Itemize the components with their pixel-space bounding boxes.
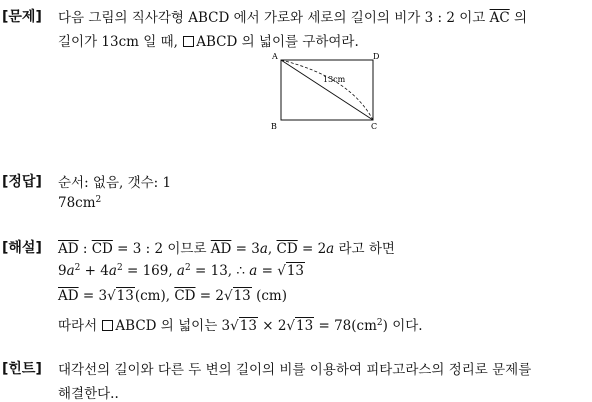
math-text: = 78(cm <box>314 318 377 334</box>
segment-ad: $\overline{AD}$ <box>58 241 79 257</box>
answer-exponent: 2 <box>95 195 102 205</box>
math-text: = 3 <box>78 288 108 304</box>
sqrt-icon: √ <box>230 318 239 334</box>
math-text: 9 <box>58 263 67 279</box>
variable-a: a <box>259 241 268 257</box>
variable-a: a <box>108 263 117 279</box>
variable-a: a <box>66 263 75 279</box>
segment-cd: $\overline{CD}$ <box>276 241 298 257</box>
math-text: = 3 : 2 이므로 <box>112 241 211 257</box>
radicand: 13 <box>239 318 257 334</box>
segment-ac: $\overline{AC}$ <box>489 10 510 26</box>
segment-cd: $\overline{CD}$ <box>91 241 113 257</box>
problem-text: 다음 그림의 직사각형 ABCD 에서 가로와 세로의 길이의 비가 3 : 2 이고 <box>58 10 490 26</box>
exponent: 2 <box>74 263 81 273</box>
sqrt-icon: √ <box>107 288 116 304</box>
explanation-line-4 <box>58 314 423 334</box>
radicand: 13 <box>233 288 251 304</box>
math-text: : <box>78 241 92 257</box>
segment-ad: $\overline{AD}$ <box>210 241 232 257</box>
math-text: , <box>267 241 277 257</box>
math-text: = 2 <box>195 288 224 304</box>
problem-line-1 <box>58 6 527 26</box>
segment-cd: $\overline{CD}$ <box>174 288 196 304</box>
math-text: 따라서 <box>58 318 102 334</box>
exponent: 2 <box>184 263 191 273</box>
math-text: = 169, <box>122 263 177 279</box>
answer-line-2 <box>58 195 101 211</box>
segment-ad: $\overline{AD}$ <box>58 288 79 304</box>
label-a: A <box>272 52 278 61</box>
math-text: ) 이다. <box>382 318 423 334</box>
math-text: ABCD 의 넓이는 3 <box>115 318 231 334</box>
explanation-line-2 <box>58 263 305 279</box>
hint-line-1: 대각선의 길이와 다른 두 변의 길이의 비를 이용하여 피타고라스의 정리로 문제를 <box>58 362 532 378</box>
math-text: (cm) <box>251 288 287 304</box>
answer-value: 78cm <box>58 195 96 211</box>
math-text: = <box>257 263 278 279</box>
rectangle-symbol-icon <box>102 320 113 331</box>
problem-line-2 <box>58 30 359 50</box>
answer-tag: [정답] <box>2 174 42 190</box>
problem-tag: [문제] <box>2 9 42 25</box>
exponent: 2 <box>376 318 383 328</box>
variable-a: a <box>326 241 335 257</box>
radicand: 13 <box>116 288 134 304</box>
sqrt-icon: √ <box>286 318 296 334</box>
label-d: D <box>373 52 380 61</box>
label-c: C <box>371 122 378 131</box>
sqrt-icon: √ <box>277 263 286 279</box>
problem-text: 의 <box>509 10 528 26</box>
math-text: 라고 하면 <box>334 241 395 257</box>
problem-text: ABCD 의 넓이를 구하여라. <box>196 34 359 50</box>
hint-tag: [힌트] <box>2 361 42 377</box>
math-text: + 4 <box>80 263 109 279</box>
math-text: × 2 <box>257 318 287 334</box>
explanation-tag: [해설] <box>2 240 42 256</box>
label-length: 13cm <box>323 75 346 84</box>
explanation-line-3 <box>58 288 287 304</box>
math-text: = 3 <box>231 241 260 257</box>
variable-a: a <box>249 263 258 279</box>
radicand: 13 <box>296 318 314 334</box>
label-b: B <box>271 122 277 131</box>
rectangle-figure <box>266 50 386 135</box>
math-text: = 13, ∴ <box>190 263 250 279</box>
math-text: (cm), <box>134 288 175 304</box>
radicand: 13 <box>286 263 305 279</box>
math-text: = 2 <box>297 241 327 257</box>
answer-line-1: 순서: 없음, 갯수: 1 <box>58 175 172 191</box>
explanation-line-1 <box>58 237 395 257</box>
sqrt-icon: √ <box>223 288 233 304</box>
hint-line-2: 해결한다.. <box>58 386 119 402</box>
exponent: 2 <box>116 263 123 273</box>
rectangle-symbol-icon <box>183 36 194 47</box>
problem-text: 길이가 13cm 일 때, <box>58 34 183 50</box>
diagonal-ac <box>281 60 373 120</box>
variable-a: a <box>176 263 185 279</box>
